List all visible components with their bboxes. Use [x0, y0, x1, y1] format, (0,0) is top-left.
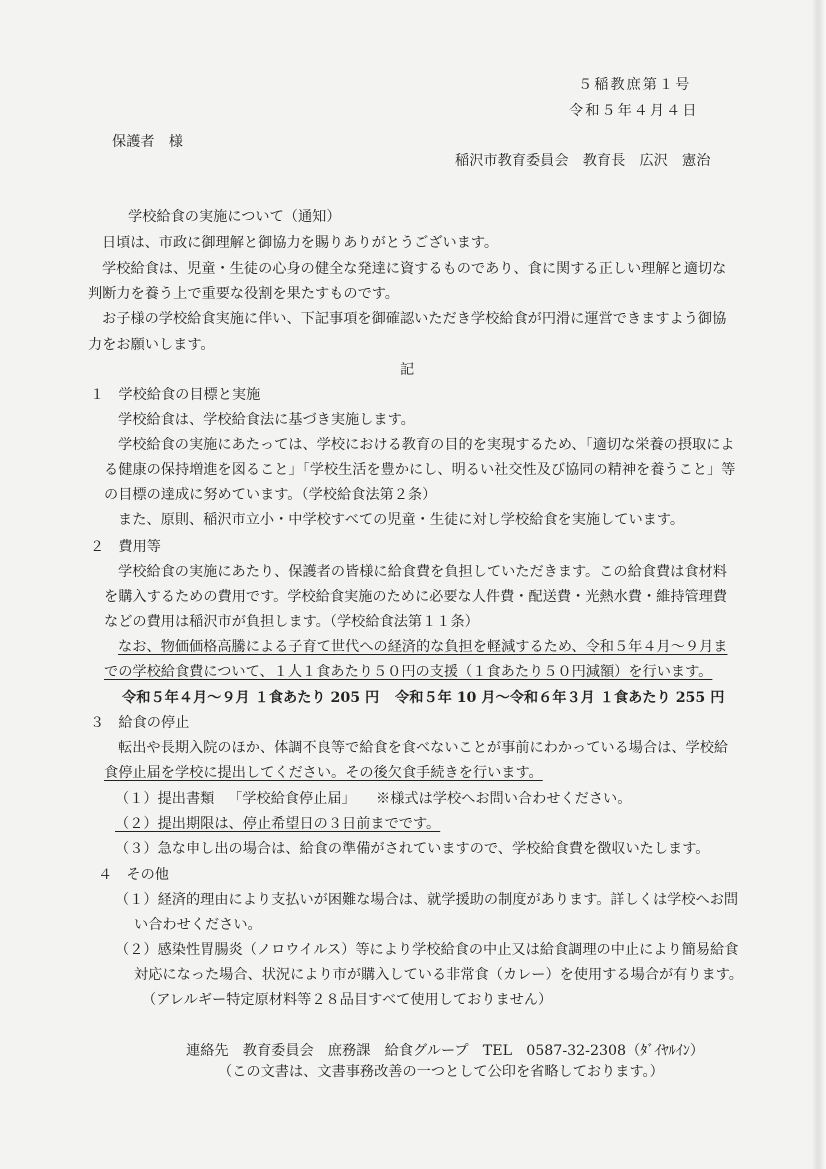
sender: 稲沢市教育委員会 教育長 広沢 憲治 — [455, 153, 711, 169]
section1-line: また、原則、稲沢市立小・中学校すべての児童・生徒に対し学校給食を実施しています。 — [118, 512, 685, 528]
contact-info: 連絡先 教育委員会 庶務課 給食グループ TEL 0587-32-2308（ﾀﾞｲﾔﾙｲﾝ） — [186, 1043, 705, 1059]
section3-item: （２）提出期限は、停止希望日の３日前までです。 — [115, 816, 441, 832]
addressee: 保護者 様 — [112, 134, 183, 150]
document-number: ５稲教庶第１号 — [578, 77, 692, 93]
section3-heading: ３ 給食の停止 — [90, 715, 190, 731]
document-date: 令和５年４月４日 — [569, 103, 699, 119]
section1-line: の目標の達成に努めています。（学校給食法第２条） — [104, 487, 437, 503]
ki-heading: 記 — [400, 362, 415, 378]
section2-line: などの費用は稲沢市が負担します。（学校給食法第１１条） — [104, 614, 479, 630]
section3-item-label: （１）提出書類 — [115, 791, 215, 807]
section4-item-cont: 対応になった場合、状況により市が購入している非常食（カレー）を使用する場合が有ります。 — [134, 967, 743, 983]
section3-item: （３）急な申し出の場合は、給食の準備がされていますので、学校給食費を徴収いたします。 — [115, 841, 710, 857]
section2-underlined-line: なお、物価価格高騰による子育て世代への経済的な負担を軽減するため、令和５年４月～９月ま — [118, 639, 728, 655]
section3-line: 転出や長期入院のほか、体調不良等で給食を食べないことが事前にわかっている場合は、学校給 — [118, 740, 729, 756]
section4-item: （１）経済的理由により支払いが困難な場合は、就学援助の制度があります。詳しくは学校へお問 — [115, 892, 739, 908]
footer-note: （この文書は、文書事務改善の一つとして公印を省略しております。） — [218, 1064, 664, 1080]
section1-line: 学校給食は、学校給食法に基づき実施します。 — [118, 412, 415, 428]
section1-heading: １ 学校給食の目標と実施 — [90, 387, 261, 403]
intro-line: 力をお願いします。 — [88, 337, 215, 353]
section2-heading: ２ 費用等 — [90, 539, 161, 555]
section4-heading: ４ その他 — [98, 867, 169, 883]
section1-line: る健康の保持増進を図ること」「学校生活を豊かにし、明るい社交性及び協同の精神を養うこと」等 — [104, 462, 736, 478]
section2-line: を購入するための費用です。学校給食実施のために必要な人件費・配送費・光熱水費・維持管理費 — [104, 589, 728, 605]
section4-item-cont: い合わせください。 — [134, 917, 262, 933]
section3-item-note: ※様式は学校へお問い合わせください。 — [376, 791, 632, 807]
intro-line: 判断力を養う上で重要な役割を果たすものです。 — [88, 286, 399, 302]
document-title: 学校給食の実施について（通知） — [128, 209, 341, 225]
section1-line: 学校給食の実施にあたっては、学校における教育の目的を実現するため、「適切な栄養の摂取によ — [118, 437, 735, 453]
intro-line: 日頃は、市政に御理解と御協力を賜りありがとうございます。 — [102, 235, 499, 251]
price-second-half: 令和５年 10 月～令和６年３月 １食あたり 255 円 — [395, 690, 725, 706]
section4-item-note: （アレルギー特定原材料等２８品目すべて使用しておりません） — [142, 992, 553, 1008]
intro-line: お子様の学校給食実施に伴い、下記事項を御確認いただき学校給食が円滑に運営できますよう御協 — [102, 311, 727, 327]
section2-underlined-line: での学校給食費について、１人１食あたり５０円の支援（１食あたり５０円減額）を行います。 — [104, 664, 713, 680]
price-first-half: 令和５年４月～９月 １食あたり 205 円 — [122, 690, 380, 706]
page-edge-shadow — [812, 0, 826, 1169]
section4-item: （２）感染性胃腸炎（ノロウイルス）等により学校給食の中止又は給食調理の中止により簡易給食 — [115, 942, 739, 958]
section2-line: 学校給食の実施にあたり、保護者の皆様に給食費を負担していただきます。この給食費は食材料 — [118, 564, 727, 580]
section3-underlined-line: 食停止届を学校に提出してください。その後欠食手続きを行います。 — [104, 765, 543, 781]
section3-item-document: 「学校給食停止届」 — [228, 791, 356, 807]
intro-line: 学校給食は、児童・生徒の心身の健全な発達に資するものであり、食に関する正しい理解と適切な — [102, 261, 727, 277]
